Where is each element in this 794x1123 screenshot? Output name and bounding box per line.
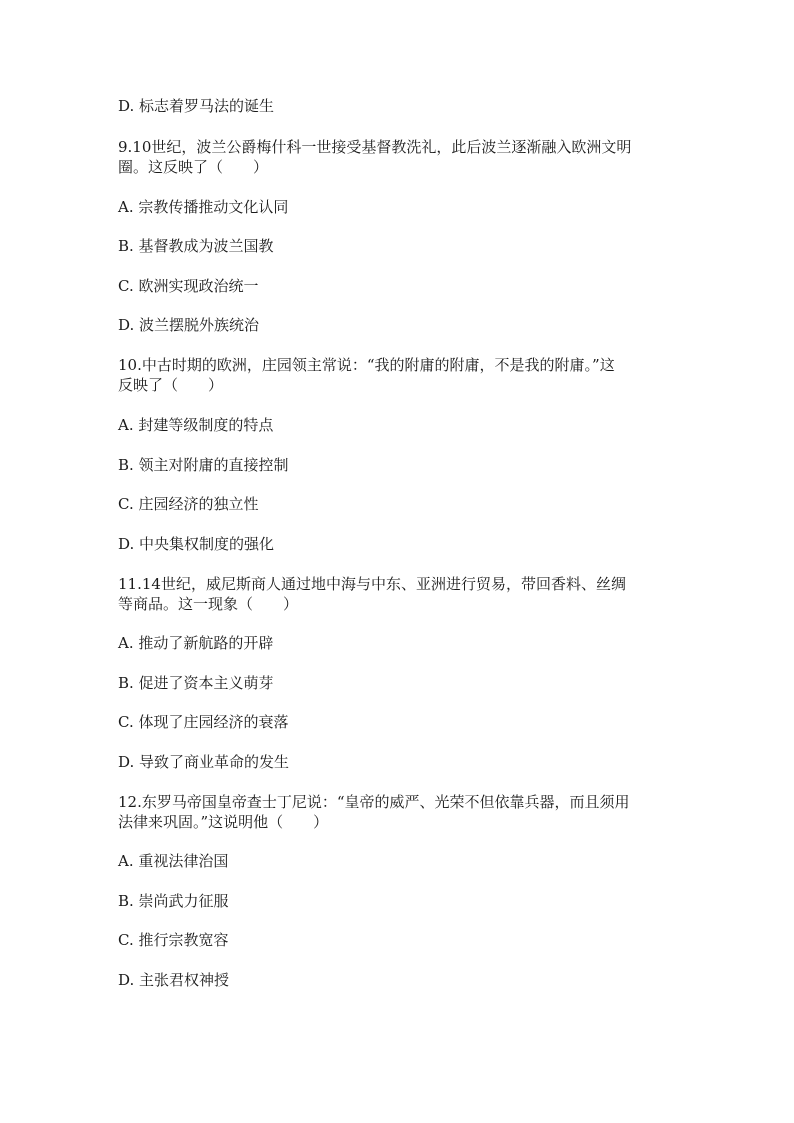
q11-option-c: C. 体现了庄园经济的衰落: [118, 713, 289, 731]
q8-option-d: D. 标志着罗马法的诞生: [118, 97, 275, 115]
q9-option-d: D. 波兰摆脱外族统治: [118, 316, 260, 334]
q11-stem-line-2: 等商品。这一现象（ ）: [118, 595, 299, 613]
q10-option-a: A. 封建等级制度的特点: [118, 416, 274, 434]
q12-stem-line-2: 法律来巩固。”这说明他（ ）: [118, 813, 329, 831]
q12-option-c: C. 推行宗教宽容: [118, 931, 229, 949]
q9-option-b: B. 基督教成为波兰国教: [118, 237, 274, 255]
q11-stem-line-1: 11.14世纪，威尼斯商人通过地中海与中东、亚洲进行贸易，带回香料、丝绸: [118, 575, 626, 593]
q12-option-d: D. 主张君权神授: [118, 971, 230, 989]
q11-option-b: B. 促进了资本主义萌芽: [118, 674, 274, 692]
q10-stem-line-1: 10.中古时期的欧洲，庄园领主常说：“我的附庸的附庸，不是我的附庸。”这: [118, 356, 615, 374]
q11-option-d: D. 导致了商业革命的发生: [118, 753, 290, 771]
q10-option-c: C. 庄园经济的独立性: [118, 495, 259, 513]
q12-option-a: A. 重视法律治国: [118, 852, 229, 870]
q9-stem-line-1: 9.10世纪，波兰公爵梅什科一世接受基督教洗礼，此后波兰逐渐融入欧洲文明: [118, 138, 632, 156]
q10-stem-line-2: 反映了（ ）: [118, 376, 224, 394]
q9-stem-line-2: 圈。这反映了（ ）: [118, 158, 269, 176]
q11-option-a: A. 推动了新航路的开辟: [118, 634, 274, 652]
q12-stem-line-1: 12.东罗马帝国皇帝查士丁尼说：“皇帝的威严、光荣不但依靠兵器，而且须用: [118, 793, 630, 811]
q12-option-b: B. 崇尚武力征服: [118, 892, 229, 910]
q9-option-a: A. 宗教传播推动文化认同: [118, 198, 289, 216]
q10-option-b: B. 领主对附庸的直接控制: [118, 456, 289, 474]
q10-option-d: D. 中央集权制度的强化: [118, 535, 275, 553]
q9-option-c: C. 欧洲实现政治统一: [118, 277, 259, 295]
